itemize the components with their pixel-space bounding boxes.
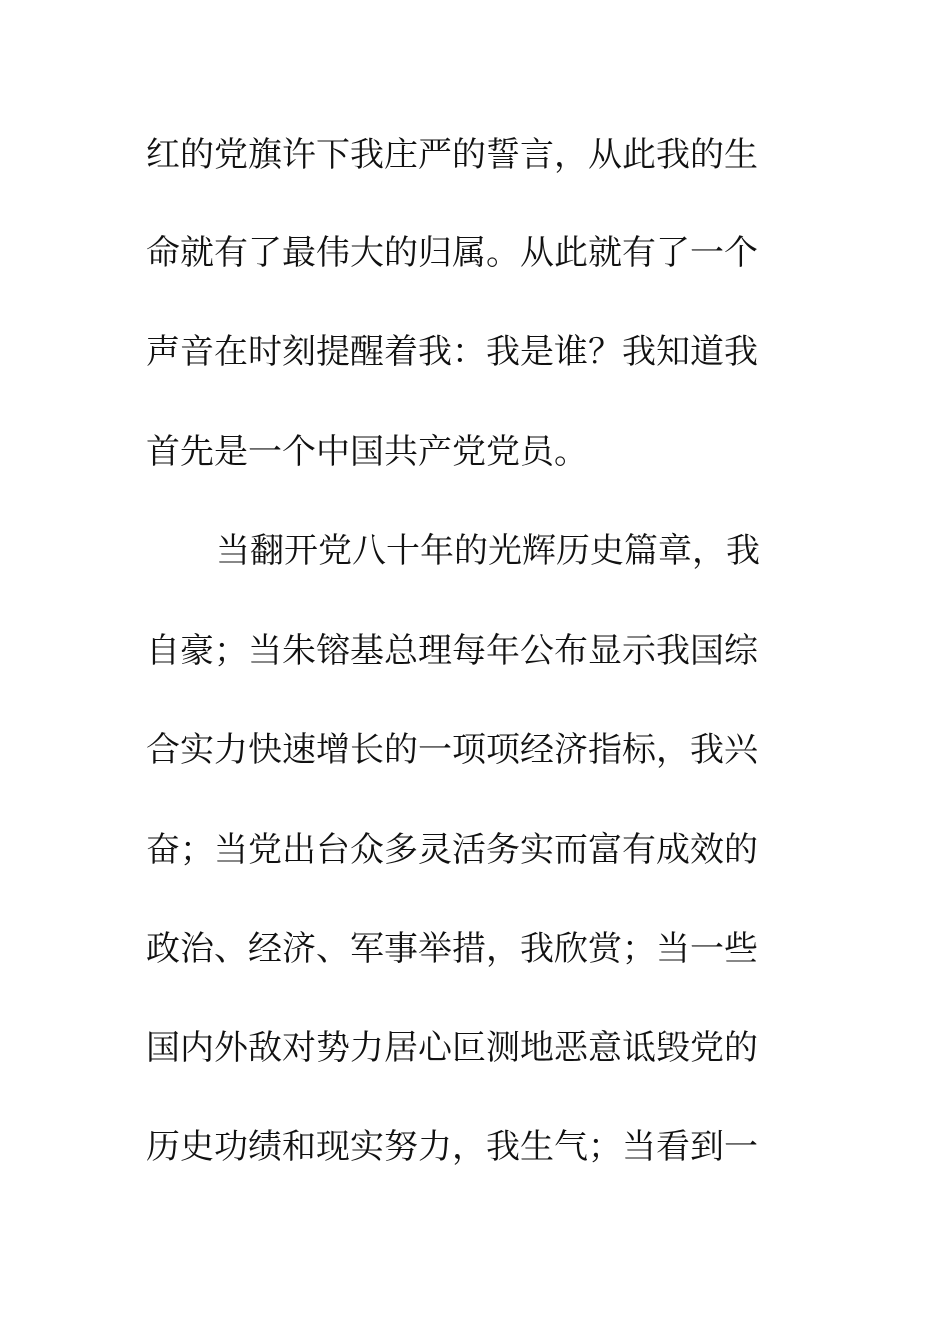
text-line: 声音在时刻提醒着我：我是谁？我知道我 <box>146 332 758 372</box>
paragraph-first-line: 当翻开党八十年的光辉历史篇章，我 <box>216 531 760 571</box>
text-line: 国内外敌对势力居心叵测地恶意诋毁党的 <box>146 1028 758 1068</box>
text-line: 红的党旗许下我庄严的誓言，从此我的生 <box>146 135 758 175</box>
text-line: 首先是一个中国共产党党员。 <box>146 432 588 472</box>
text-line: 命就有了最伟大的归属。从此就有了一个 <box>146 233 758 273</box>
text-line: 历史功绩和现实努力，我生气；当看到一 <box>146 1127 758 1167</box>
text-line: 合实力快速增长的一项项经济指标，我兴 <box>146 730 758 770</box>
text-line: 自豪；当朱镕基总理每年公布显示我国综 <box>146 631 758 671</box>
text-line: 政治、经济、军事举措，我欣赏；当一些 <box>146 929 758 969</box>
text-line: 奋；当党出台众多灵活务实而富有成效的 <box>146 830 758 870</box>
